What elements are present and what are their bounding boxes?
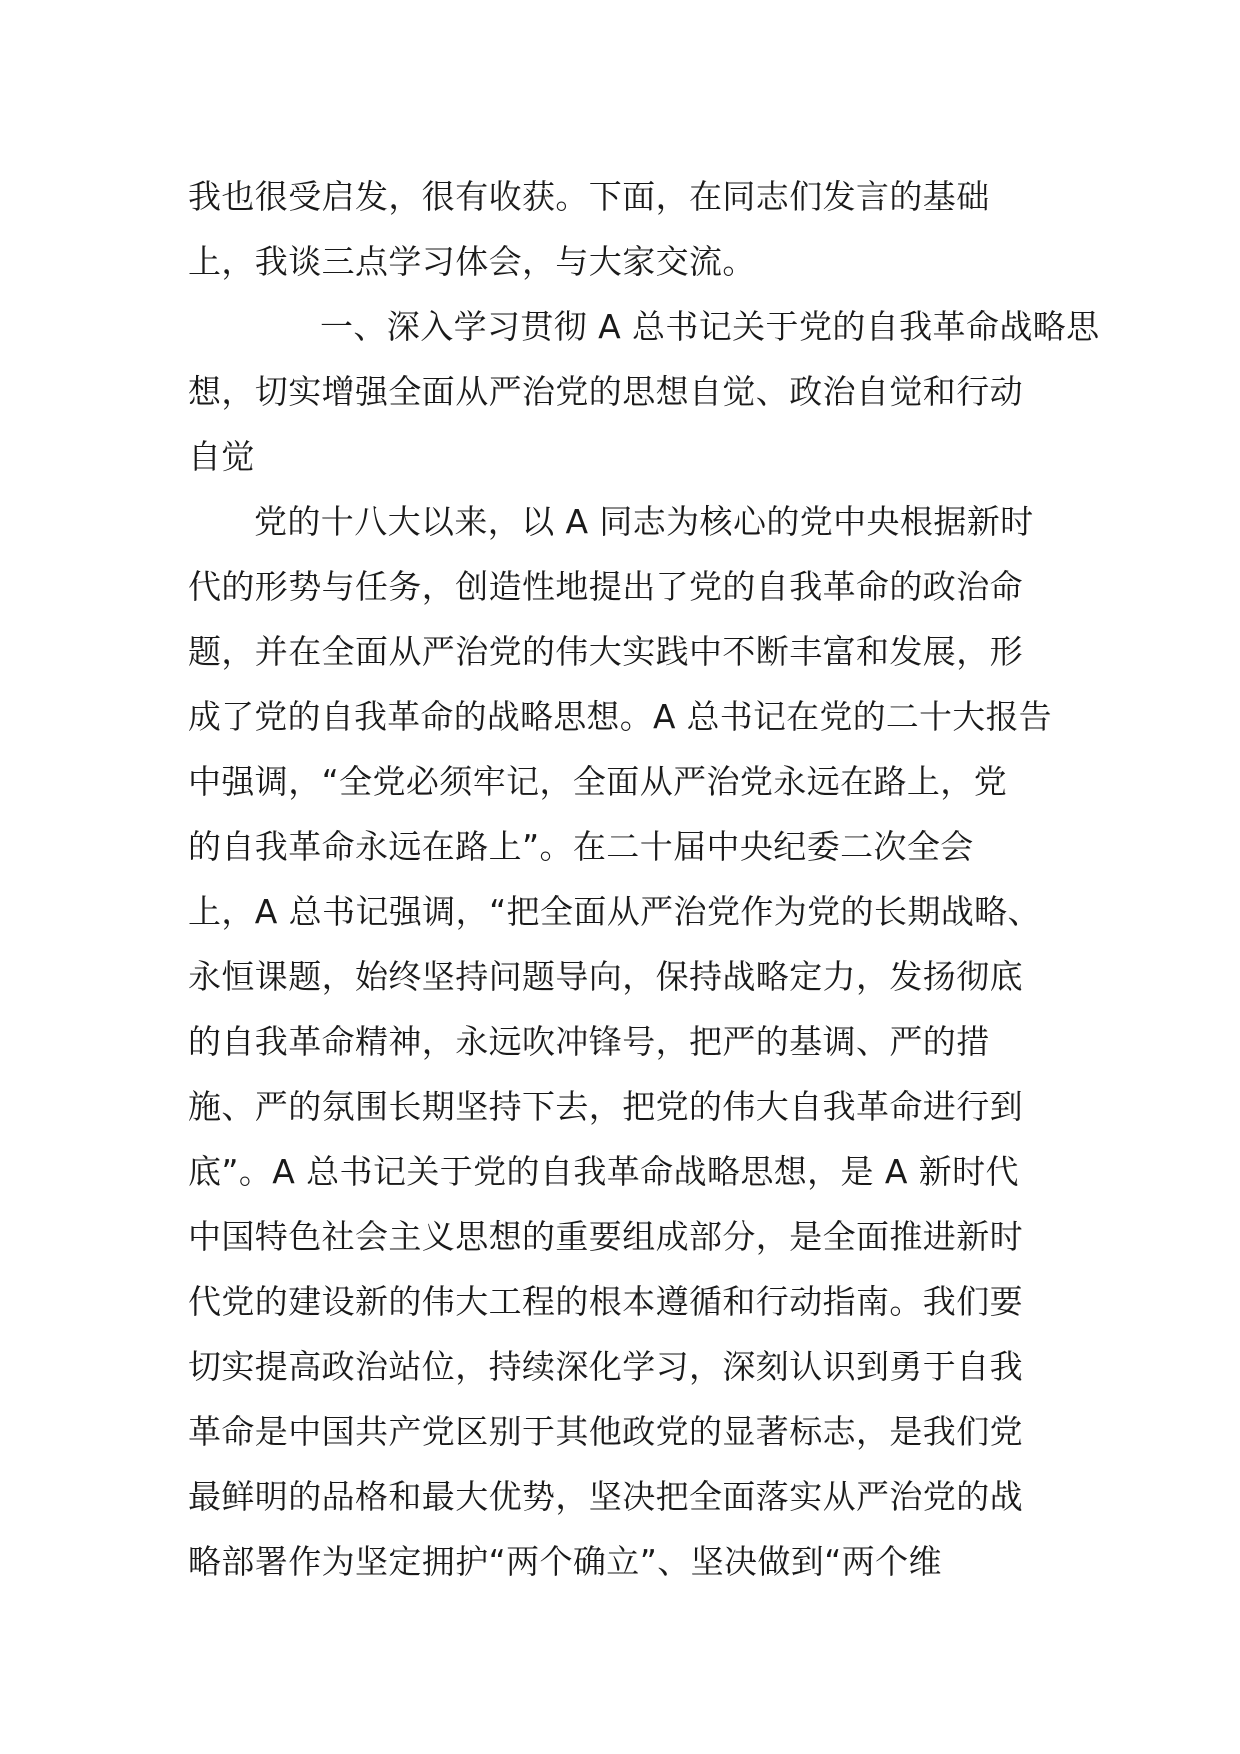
text-line: 中强调，“全党必须牢记，全面从严治党永远在路上，党	[188, 762, 1008, 801]
text-line: 上，A 总书记强调，“把全面从严治党作为党的长期战略、	[188, 892, 1041, 931]
section-heading-line: 自觉	[188, 437, 255, 476]
text-line: 我也很受启发，很有收获。下面，在同志们发言的基础	[188, 177, 990, 216]
text-line: 题，并在全面从严治党的伟大实践中不断丰富和发展，形	[188, 632, 1023, 671]
text-line: 党的十八大以来，以 A 同志为核心的党中央根据新时	[254, 502, 1034, 541]
text-line: 代的形势与任务，创造性地提出了党的自我革命的政治命	[188, 567, 1023, 606]
text-line: 上，我谈三点学习体会，与大家交流。	[188, 242, 756, 281]
text-line: 底”。A 总书记关于党的自我革命战略思想，是 A 新时代	[188, 1152, 1019, 1191]
text-line: 施、严的氛围长期坚持下去，把党的伟大自我革命进行到	[188, 1087, 1023, 1126]
text-line: 代党的建设新的伟大工程的根本遵循和行动指南。我们要	[188, 1282, 1023, 1321]
text-line: 的自我革命精神，永远吹冲锋号，把严的基调、严的措	[188, 1022, 990, 1061]
text-line: 略部署作为坚定拥护“两个确立”、坚决做到“两个维	[188, 1542, 942, 1581]
text-line: 最鲜明的品格和最大优势，坚决把全面落实从严治党的战	[188, 1477, 1023, 1516]
body-text	[188, 164, 1100, 1594]
text-line: 永恒课题，始终坚持问题导向，保持战略定力，发扬彻底	[188, 957, 1023, 996]
text-line: 成了党的自我革命的战略思想。A 总书记在党的二十大报告	[188, 697, 1053, 736]
section-heading-line: 一、深入学习贯彻 A 总书记关于党的自我革命战略思	[320, 307, 1100, 346]
section-heading-line: 想，切实增强全面从严治党的思想自觉、政治自觉和行动	[188, 372, 1023, 411]
text-line: 切实提高政治站位，持续深化学习，深刻认识到勇于自我	[188, 1347, 1023, 1386]
text-line: 中国特色社会主义思想的重要组成部分，是全面推进新时	[188, 1217, 1023, 1256]
text-line: 革命是中国共产党区别于其他政党的显著标志，是我们党	[188, 1412, 1023, 1451]
text-line: 的自我革命永远在路上”。在二十届中央纪委二次全会	[188, 827, 974, 866]
